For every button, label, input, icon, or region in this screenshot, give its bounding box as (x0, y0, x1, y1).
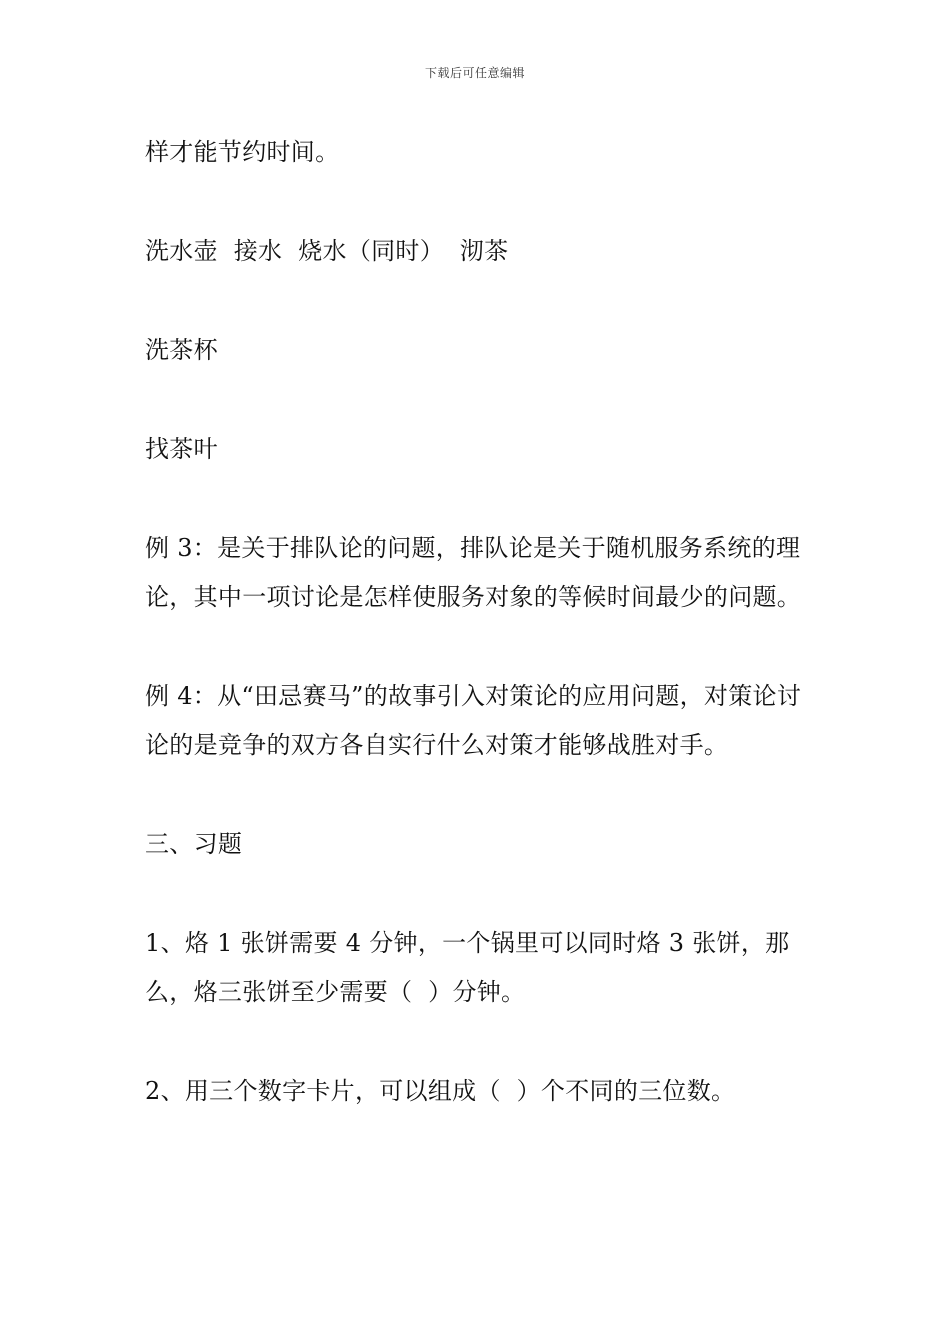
paragraph-find-tea: 找茶叶 (145, 435, 218, 463)
document-body (145, 128, 815, 1116)
paragraph-example-3: 例 3：是关于排队论的问题，排队论是关于随机服务系统的理论，其中一项讨论是怎样使服务对象的等候时间最少的问题。 (145, 534, 802, 611)
paragraph-example-4: 例 4：从“田忌赛马”的故事引入对策论的应用问题，对策论讨论的是竞争的双方各自实行什么对策才能够战胜对手。 (145, 682, 802, 759)
paragraph-steps: 洗水壶 接水 烧水（同时） 沏茶 (145, 237, 509, 265)
exercise-1: 1、烙 1 张饼需要 4 分钟，一个锅里可以同时烙 3 张饼，那么，烙三张饼至少需要（ ）分钟。 (145, 929, 790, 1006)
page-header: 下载后可任意编辑 (424, 66, 525, 80)
paragraph-continuation: 样才能节约时间。 (145, 138, 340, 166)
section-heading-exercises: 三、习题 (145, 830, 243, 858)
exercise-2: 2、用三个数字卡片，可以组成（ ）个不同的三位数。 (145, 1077, 736, 1105)
paragraph-wash-cups: 洗茶杯 (145, 336, 218, 364)
